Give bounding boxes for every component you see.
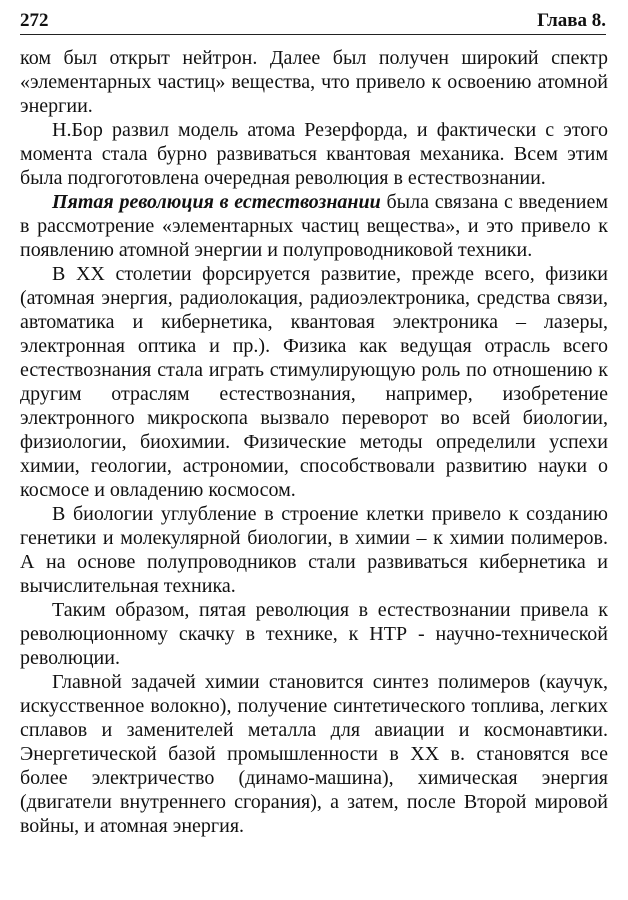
- paragraph-bohr: [20, 118, 608, 190]
- paragraph-fifth-revolution: [20, 190, 608, 262]
- paragraph-text: Главной задачей химии становится синтез полимеров (каучук, искусственное волокно), получение синтетического топлива, легких сплавов и заменителей металла для авиации и космонавтики. Энергетической базой промышленности в XX в. становятся все более электричество (динамо-машина), химическая энергия (двигатели внутреннего сгорания), а затем, после Второй мировой войны, и атомная энергия.: [20, 671, 608, 837]
- paragraph-ntr: [20, 598, 608, 670]
- paragraph-text: Таким образом, пятая революция в естествознании привела к революционному скачку в технике, к НТР - научно-технической революции.: [20, 599, 608, 669]
- page-number: 272: [20, 10, 49, 31]
- paragraph-text: была связана с введением в рассмотрение «элементарных частиц вещества», и это привело к появлению атомной энергии и полупроводниковой техники.: [20, 191, 608, 261]
- paragraph-text: В XX столетии форсируется развитие, прежде всего, физики (атомная энергия, радиолокация, радиоэлектроника, средства связи, автоматика и кибернетика, квантовая электроника – лазеры, электронная оптика и пр.). Физика как ведущая отрасль всего естествознания стала играть стимулирующую роль по отношению к другим отраслям естествознания, например, изобретение электронного микроскопа вызвало переворот во всей биологии, физиологии, биохимии. Физические методы определили успехи химии, геологии, астрономии, способствовали развитию науки о космосе и овладению космосом.: [20, 263, 608, 501]
- paragraph-neutron: [20, 46, 608, 118]
- paragraph-text: В биологии углубление в строение клетки привело к созданию генетики и молекулярной биологии, в химии – к химии полимеров. А на основе полупроводников стали развиваться кибернетика и вычислительная техника.: [20, 503, 608, 597]
- paragraph-text: ком был открыт нейтрон. Далее был получен широкий спектр «элементарных частиц» вещества, что привело к освоению атомной энергии.: [20, 47, 608, 117]
- emphasized-term: Пятая революция в естествознании: [52, 191, 381, 213]
- body-text: [20, 46, 608, 838]
- paragraph-physics: [20, 262, 608, 502]
- paragraph-biology: [20, 502, 608, 598]
- chapter-title: Глава 8.: [537, 10, 606, 31]
- paragraph-chemistry: [20, 670, 608, 838]
- paragraph-text: Н.Бор развил модель атома Резерфорда, и фактически с этого момента стала бурно развиваться квантовая механика. Всем этим была подгоготовлена очередная революция в естествознании.: [20, 119, 608, 189]
- page-header: [20, 10, 606, 35]
